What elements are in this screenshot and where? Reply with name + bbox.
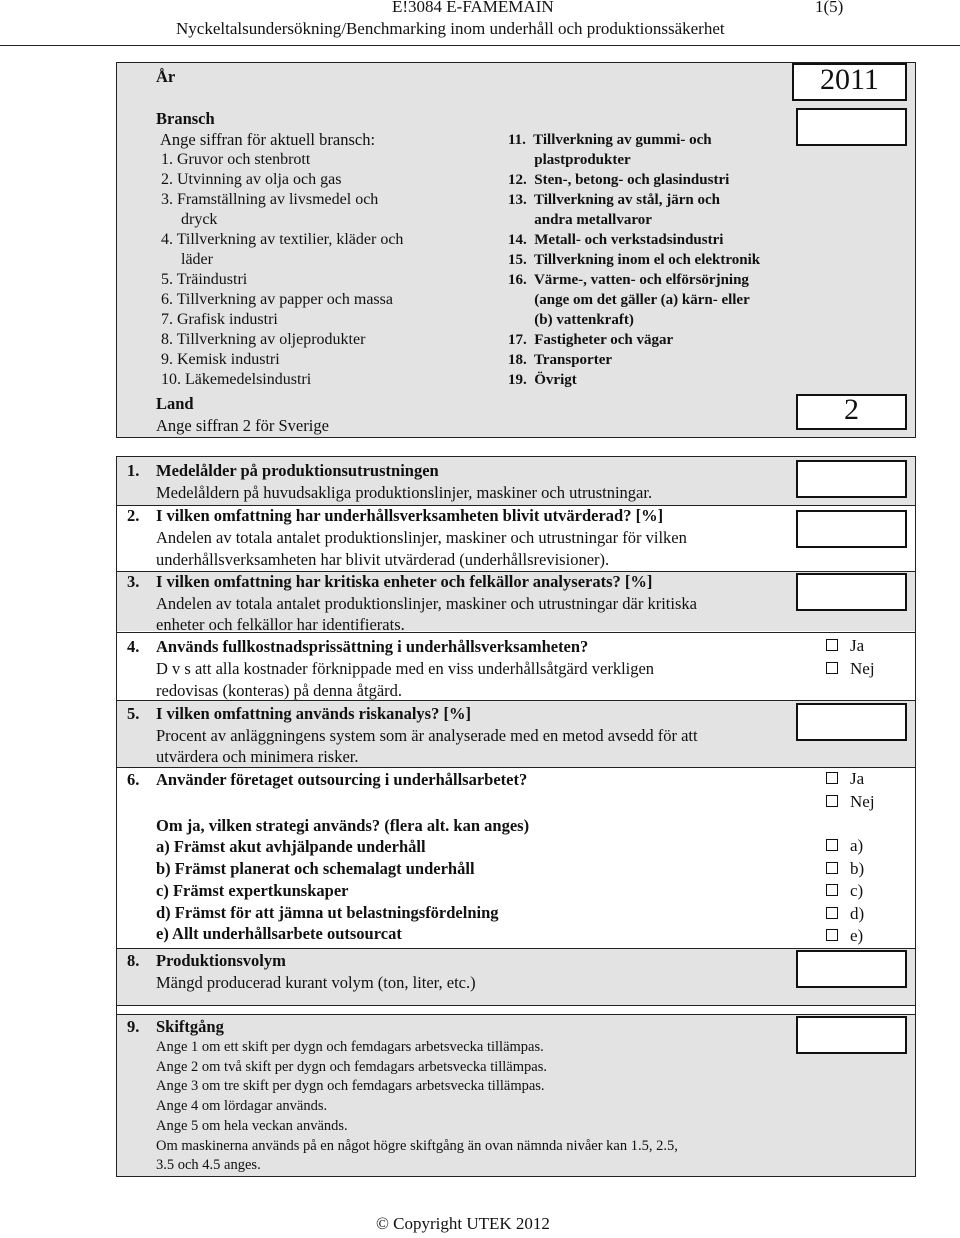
option-label: Ja — [850, 636, 865, 655]
industry-item: 10. Läkemedelsindustri — [161, 371, 312, 388]
country-instruction: Ange siffran 2 för Sverige — [156, 416, 329, 435]
industry-item: 12. Sten-, betong- och glasindustri — [508, 172, 730, 188]
country-value: 2 — [844, 393, 859, 426]
industry-item: (ange om det gäller (a) kärn- eller — [508, 292, 750, 308]
q4-title: Används fullkostnadsprissättning i underhållsverksamheten? — [156, 637, 589, 656]
q2-input-box[interactable] — [796, 510, 907, 548]
industry-item: 5. Träindustri — [161, 271, 248, 288]
footer-copyright: © Copyright UTEK 2012 — [376, 1214, 550, 1233]
q6-option-no[interactable] — [826, 792, 875, 812]
q7-title: Om ja, vilken strategi används? (flera alt. kan anges) — [156, 816, 530, 835]
divider — [116, 948, 916, 949]
document-id: E!3084 E-FAMEMAIN — [392, 0, 554, 16]
checkbox-icon[interactable] — [826, 772, 838, 784]
option-label: Nej — [850, 659, 875, 678]
industry-input-box[interactable] — [796, 108, 907, 146]
q4-option-yes[interactable] — [826, 636, 864, 656]
q7-item: c) Främst expertkunskaper — [156, 881, 349, 900]
option-label: Ja — [850, 769, 865, 788]
option-label: a) — [850, 836, 864, 855]
checkbox-icon[interactable] — [826, 862, 838, 874]
checkbox-icon[interactable] — [826, 795, 838, 807]
q5-description: Procent av anläggningens system som är analyserade med en metod avsedd för att — [156, 726, 698, 745]
q9-description: Ange 1 om ett skift per dygn och femdagars arbetsvecka tillämpas. — [156, 1039, 544, 1055]
checkbox-icon[interactable] — [826, 884, 838, 896]
divider — [116, 767, 916, 768]
checkbox-icon[interactable] — [826, 839, 838, 851]
q2-number: 2. — [127, 506, 140, 525]
industry-item: 14. Metall- och verkstadsindustri — [508, 232, 724, 248]
q5-title: I vilken omfattning används riskanalys? [%] — [156, 704, 471, 723]
q8-input-box[interactable] — [796, 950, 907, 988]
q9-description: Om maskinerna används på en något högre skiftgång än ovan nämnda nivåer kan 1.5, 2.5, — [156, 1138, 678, 1154]
q4-number: 4. — [127, 637, 140, 656]
q6-option-yes[interactable] — [826, 769, 864, 789]
industry-item: 18. Transporter — [508, 352, 613, 368]
q3-input-box[interactable] — [796, 573, 907, 611]
q3-description: enheter och felkällor har identifierats. — [156, 615, 405, 634]
page-number: 1(5) — [815, 0, 844, 16]
q8-description: Mängd producerad kurant volym (ton, liter, etc.) — [156, 973, 476, 992]
industry-item: dryck — [161, 211, 218, 228]
q9-description: Ange 5 om hela veckan används. — [156, 1118, 348, 1134]
header-rule — [0, 45, 960, 46]
divider — [116, 1005, 916, 1006]
checkbox-icon[interactable] — [826, 639, 838, 651]
industry-item: plastprodukter — [508, 152, 631, 168]
q7-option-b[interactable] — [826, 859, 864, 879]
year-label: År — [156, 67, 176, 86]
q9-title: Skiftgång — [156, 1017, 224, 1036]
q3-number: 3. — [127, 572, 140, 591]
q7-item: e) Allt underhållsarbete outsourcat — [156, 924, 402, 943]
q1-title: Medelålder på produktionsutrustningen — [156, 461, 439, 480]
q2-title: I vilken omfattning har underhållsverksamheten blivit utvärderad? [%] — [156, 506, 664, 525]
checkbox-icon[interactable] — [826, 662, 838, 674]
option-label: Nej — [850, 792, 875, 811]
industry-item: 15. Tillverkning inom el och elektronik — [508, 252, 761, 268]
q7-item: d) Främst för att jämna ut belastningsfördelning — [156, 903, 499, 922]
industry-item: 2. Utvinning av olja och gas — [161, 171, 342, 188]
q1-input-box[interactable] — [796, 460, 907, 498]
q9-description: Ange 4 om lördagar används. — [156, 1098, 328, 1114]
option-label: b) — [850, 859, 865, 878]
industry-title: Bransch — [156, 109, 215, 128]
country-input-box[interactable] — [796, 394, 907, 430]
q1-description: Medelåldern på huvudsakliga produktionslinjer, maskiner och utrustningar. — [156, 483, 653, 502]
q5-description: utvärdera och minimera risker. — [156, 747, 359, 766]
industry-item: 4. Tillverkning av textilier, kläder och — [161, 231, 404, 248]
industry-item: 3. Framställning av livsmedel och — [161, 191, 379, 208]
q7-option-a[interactable] — [826, 836, 863, 856]
q2-description: Andelen av totala antalet produktionslinjer, maskiner och utrustningar för vilken — [156, 528, 687, 547]
option-label: c) — [850, 881, 864, 900]
q1-number: 1. — [127, 461, 140, 480]
industry-item: 1. Gruvor och stenbrott — [161, 151, 311, 168]
industry-item: 11. Tillverkning av gummi- och — [508, 132, 712, 148]
checkbox-icon[interactable] — [826, 907, 838, 919]
industry-list-right — [508, 130, 760, 390]
q5-input-box[interactable] — [796, 703, 907, 741]
industry-item: 7. Grafisk industri — [161, 311, 278, 328]
industry-item: 16. Värme-, vatten- och elförsörjning — [508, 272, 749, 288]
q2-description: underhållsverksamheten har blivit utvärderad (underhållsrevisioner). — [156, 550, 610, 569]
industry-item: 13. Tillverkning av stål, järn och — [508, 192, 720, 208]
industry-item: 17. Fastigheter och vägar — [508, 332, 674, 348]
q9-description: Ange 3 om tre skift per dygn och femdagars arbetsvecka tillämpas. — [156, 1078, 545, 1094]
year-input-box[interactable] — [792, 63, 907, 101]
q5-number: 5. — [127, 704, 140, 723]
option-label: d) — [850, 904, 865, 923]
q9-description: Ange 2 om två skift per dygn och femdagars arbetsvecka tillämpas. — [156, 1059, 547, 1075]
divider — [116, 1014, 916, 1015]
q3-description: Andelen av totala antalet produktionslinjer, maskiner och utrustningar där kritiska — [156, 594, 697, 613]
year-value: 2011 — [820, 63, 879, 96]
industry-item: 19. Övrigt — [508, 372, 577, 388]
industry-item: (b) vattenkraft) — [508, 312, 634, 328]
q7-option-c[interactable] — [826, 881, 863, 901]
industry-item: 6. Tillverkning av papper och massa — [161, 291, 393, 308]
q9-number: 9. — [127, 1017, 140, 1036]
industry-item: 8. Tillverkning av oljeprodukter — [161, 331, 366, 348]
q4-option-no[interactable] — [826, 659, 875, 679]
industry-item: 9. Kemisk industri — [161, 351, 280, 368]
q9-description: 3.5 och 4.5 anges. — [156, 1157, 261, 1173]
industry-instruction: Ange siffran för aktuell bransch: — [160, 130, 376, 149]
q6-number: 6. — [127, 770, 140, 789]
q9-input-box[interactable] — [796, 1016, 907, 1054]
q4-description: redovisas (konteras) på denna åtgärd. — [156, 681, 403, 700]
q7-option-e[interactable] — [826, 926, 863, 946]
q3-title: I vilken omfattning har kritiska enheter och felkällor analyserats? [%] — [156, 572, 653, 591]
option-label: e) — [850, 926, 864, 945]
industry-item: läder — [161, 251, 213, 268]
industry-item: andra metallvaror — [508, 212, 652, 228]
q7-item: b) Främst planerat och schemalagt underhåll — [156, 859, 475, 878]
checkbox-icon[interactable] — [826, 929, 838, 941]
industry-list-left — [161, 150, 403, 390]
country-title: Land — [156, 394, 194, 413]
q6-title: Använder företaget outsourcing i underhållsarbetet? — [156, 770, 528, 789]
q8-title: Produktionsvolym — [156, 951, 286, 970]
q7-option-d[interactable] — [826, 904, 864, 924]
document-subtitle: Nyckeltalsundersökning/Benchmarking inom underhåll och produktionssäkerhet — [176, 19, 725, 38]
q7-item: a) Främst akut avhjälpande underhåll — [156, 837, 426, 856]
q8-number: 8. — [127, 951, 140, 970]
q4-description: D v s att alla kostnader förknippade med en viss underhållsåtgärd verkligen — [156, 659, 655, 678]
